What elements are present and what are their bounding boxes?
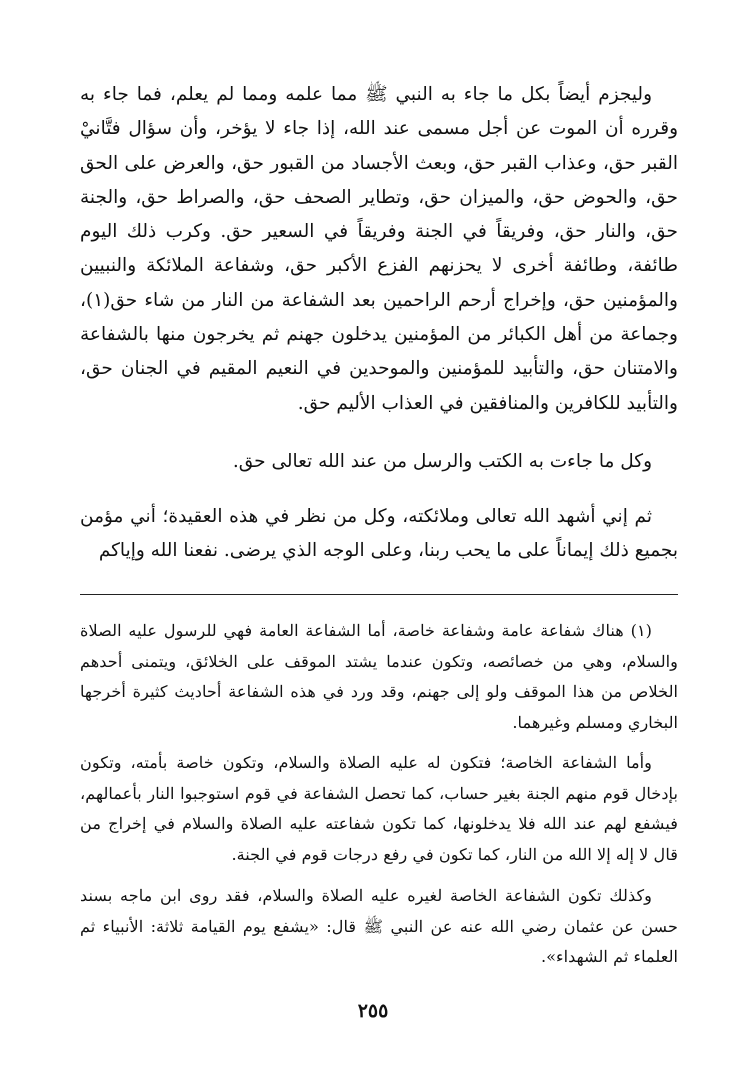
paragraph-text: وليجزم أيضاً بكل ما جاء به النبي ﷺ مما علمه ومما لم يعلم، فما جاء به وقرره أن الموت عن أجل مسمى عند الله، إذا جاء لا يؤخر، وأن سؤال فتَّانيْ القبر حق، وعذاب القبر حق، وبعث الأجساد من القبور حق، والعرض على الحق حق، والحوض حق، والميزان حق، وتطاير الصحف حق، والصراط حق، والجنة حق، والنار حق، وفريقاً في الجنة وفريقاً في السعير حق. وكرب ذلك اليوم طائفة، وطائفة أخرى لا يحزنهم الفزع الأكبر حق، وشفاعة الملائكة والنبيين والمؤمنين حق، وإخراج أرحم الراحمين بعد الشفاعة من النار من شاء حق(١)، وجماعة من أهل الكبائر من المؤمنين يدخلون جهنم ثم يخرجون منها بالشفاعة والامتنان حق، والتأبيد للمؤمنين والموحدين في النعيم المقيم في الجنان حق، والتأبيد للكافرين والمنافقين في العذاب الأليم حق.: [80, 84, 678, 414]
main-text-paragraph-2: [80, 445, 678, 479]
paragraph-text: وكل ما جاءت به الكتب والرسل من عند الله تعالى حق.: [232, 451, 652, 472]
footnote-paragraph-2: [80, 748, 678, 870]
main-text-paragraph-1: [80, 78, 678, 421]
page-number: ٢٥٥: [357, 1000, 389, 1022]
footnote-paragraph-3: [80, 881, 678, 973]
footnote-separator: [80, 594, 678, 595]
paragraph-text: ثم إني أشهد الله تعالى وملائكته، وكل من نظر في هذه العقيدة؛ أني مؤمن بجميع ذلك إيماناً على ما يحب ربنا، وعلى الوجه الذي يرضى. نفعنا الله وإياكم: [80, 506, 678, 562]
footnote-text: (١) هناك شفاعة عامة وشفاعة خاصة، أما الشفاعة العامة فهي للرسول عليه الصلاة والسلام، وهي من خصائصه، وتكون عندما يشتد الموقف على الخلائق، ويتمنى أحدهم الخلاص من هذا الموقف ولو إلى جهنم، وقد ورد في هذه الشفاعة أحاديث كثيرة أخرجها البخاري ومسلم وغيرهما.: [80, 621, 678, 732]
footnote-paragraph-1: [80, 616, 678, 738]
footnote-text: وكذلك تكون الشفاعة الخاصة لغيره عليه الصلاة والسلام، فقد روى ابن ماجه بسند حسن عن عثمان رضي الله عنه عن النبي ﷺ قال: «يشفع يوم القيامة ثلاثة: الأنبياء ثم العلماء ثم الشهداء».: [80, 886, 678, 966]
main-text-paragraph-3: [80, 500, 678, 569]
footnote-text: وأما الشفاعة الخاصة؛ فتكون له عليه الصلاة والسلام، وتكون خاصة بأمته، وتكون بإدخال قوم منهم الجنة بغير حساب، كما تحصل الشفاعة في قوم استوجبوا النار بأعمالهم، فيشفع لهم عند الله فلا يدخلونها، كما تكون شفاعته عليه الصلاة والسلام في إخراج من قال لا إله إلا الله من النار، كما تكون في رفع درجات قوم في الجنة.: [80, 753, 678, 864]
